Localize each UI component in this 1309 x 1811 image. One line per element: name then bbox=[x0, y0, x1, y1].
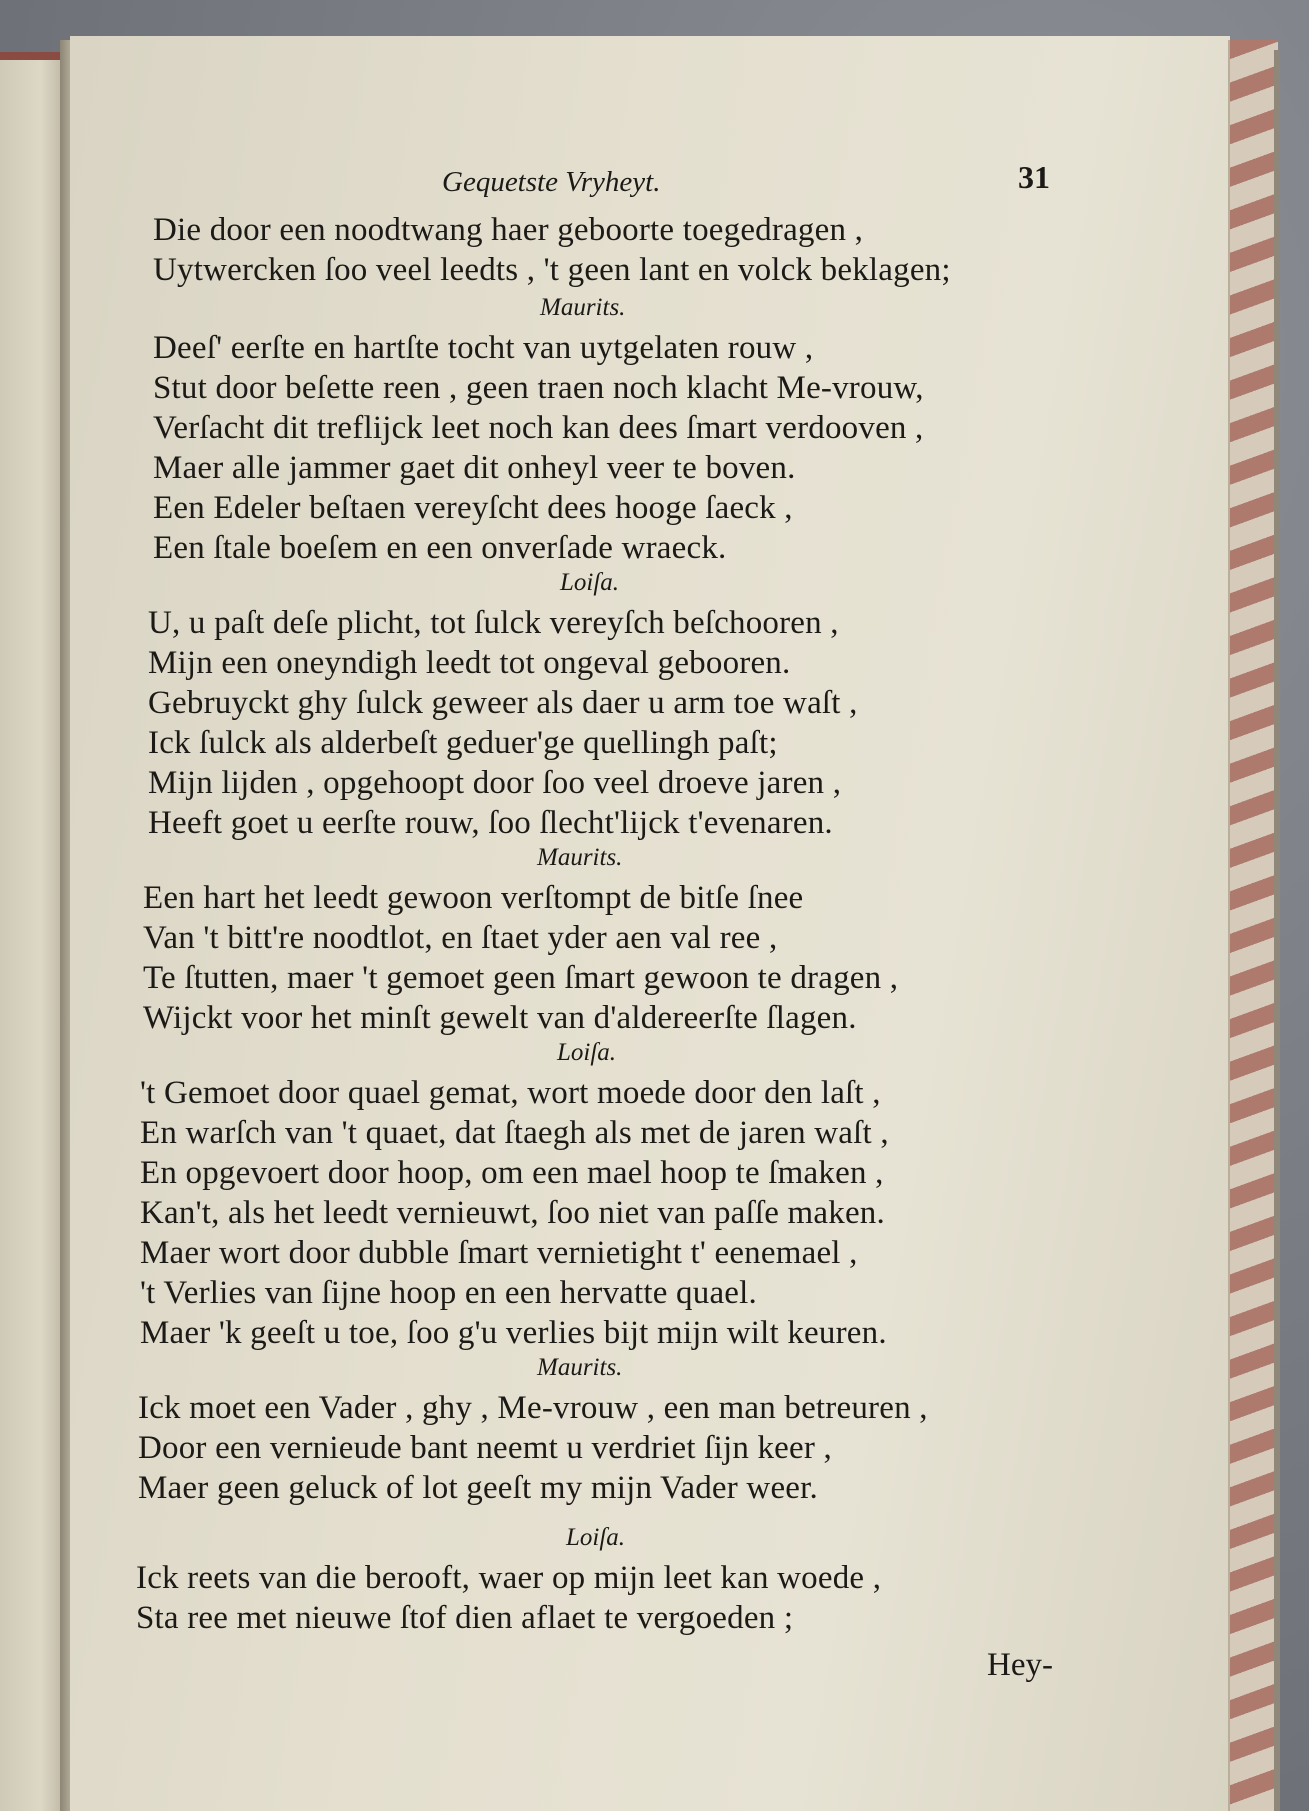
verse-line: Van 't bitt're noodtlot, en ſtaet yder aen val ree , bbox=[143, 920, 778, 956]
verse-line: 't Verlies van ſijne hoop en een hervatte quael. bbox=[140, 1275, 757, 1311]
speaker-name: Maurits. bbox=[537, 1354, 623, 1381]
verse-line: Gebruyckt ghy ſulck geweer als daer u arm toe waſt , bbox=[148, 685, 858, 721]
verse-line: Een hart het leedt gewoon verſtompt de bitſe ſnee bbox=[143, 880, 804, 916]
verse-line: Sta ree met nieuwe ſtof dien aflaet te vergoeden ; bbox=[136, 1600, 794, 1636]
verse-line: Die door een noodtwang haer geboorte toegedragen , bbox=[153, 212, 864, 248]
verse-line: Uytwercken ſoo veel leedts , 't geen lant en volck beklagen; bbox=[153, 252, 951, 288]
verse-line: Stut door beſette reen , geen traen noch klacht Me-vrouw, bbox=[153, 370, 924, 406]
verse-line: Door een vernieude bant neemt u verdriet ſijn keer , bbox=[138, 1430, 832, 1466]
speaker-name: Loiſa. bbox=[566, 1524, 626, 1551]
verse-line: Maer alle jammer gaet dit onheyl veer te boven. bbox=[153, 450, 796, 486]
speaker-name: Loiſa. bbox=[557, 1039, 617, 1066]
speaker-name: Maurits. bbox=[540, 294, 626, 321]
page-number: 31 bbox=[1018, 159, 1050, 195]
verse-line: Te ſtutten, maer 't gemoet geen ſmart gewoon te dragen , bbox=[143, 960, 899, 996]
verse-line: Een Edeler beſtaen vereyſcht dees hooge ſaeck , bbox=[153, 490, 793, 526]
verse-line: Heeft goet u eerſte rouw, ſoo ſlecht'lijck t'evenaren. bbox=[148, 805, 833, 841]
catchword: Hey- bbox=[987, 1647, 1053, 1683]
verse-line: Mijn een oneyndigh leedt tot ongeval gebooren. bbox=[148, 645, 791, 681]
verse-line: Ick reets van die berooft, waer op mijn leet kan woede , bbox=[136, 1560, 882, 1596]
verse-line: Mijn lijden , opgehoopt door ſoo veel droeve jaren , bbox=[148, 765, 842, 801]
verse-line: Maer geen geluck of lot geeſt my mijn Vader weer. bbox=[138, 1470, 818, 1506]
verse-line: Maer 'k geeſt u toe, ſoo g'u verlies bijt mijn wilt keuren. bbox=[140, 1315, 887, 1351]
verse-line: Een ſtale boeſem en een onverſade wraeck. bbox=[153, 530, 727, 566]
verse-line: Wijckt voor het minſt gewelt van d'aldereerſte ſlagen. bbox=[143, 1000, 857, 1036]
verse-line: Ick moet een Vader , ghy , Me-vrouw , een man betreuren , bbox=[138, 1390, 928, 1426]
running-title: Gequetste Vryheyt. bbox=[442, 166, 661, 198]
verse-line: En opgevoert door hoop, om een mael hoop te ſmaken , bbox=[140, 1155, 884, 1191]
verse-line: Ick ſulck als alderbeſt geduer'ge quellingh paſt; bbox=[148, 725, 778, 761]
speaker-name: Loiſa. bbox=[560, 569, 620, 596]
verse-line: 't Gemoet door quael gemat, wort moede door den laſt , bbox=[140, 1075, 881, 1111]
verse-line: Verſacht dit treflijck leet noch kan dees ſmart verdooven , bbox=[153, 410, 924, 446]
verse-line: Kan't, als het leedt vernieuwt, ſoo niet van paſſe maken. bbox=[140, 1195, 885, 1231]
verse-line: U, u paſt deſe plicht, tot ſulck vereyſch beſchooren , bbox=[148, 605, 839, 641]
verse-line: Deeſ' eerſte en hartſte tocht van uytgelaten rouw , bbox=[153, 330, 814, 366]
speaker-name: Maurits. bbox=[537, 844, 623, 871]
verse-line: Maer wort door dubble ſmart vernietight t' eenemael , bbox=[140, 1235, 858, 1271]
verse-line: En warſch van 't quaet, dat ſtaegh als met de jaren waſt , bbox=[140, 1115, 889, 1151]
